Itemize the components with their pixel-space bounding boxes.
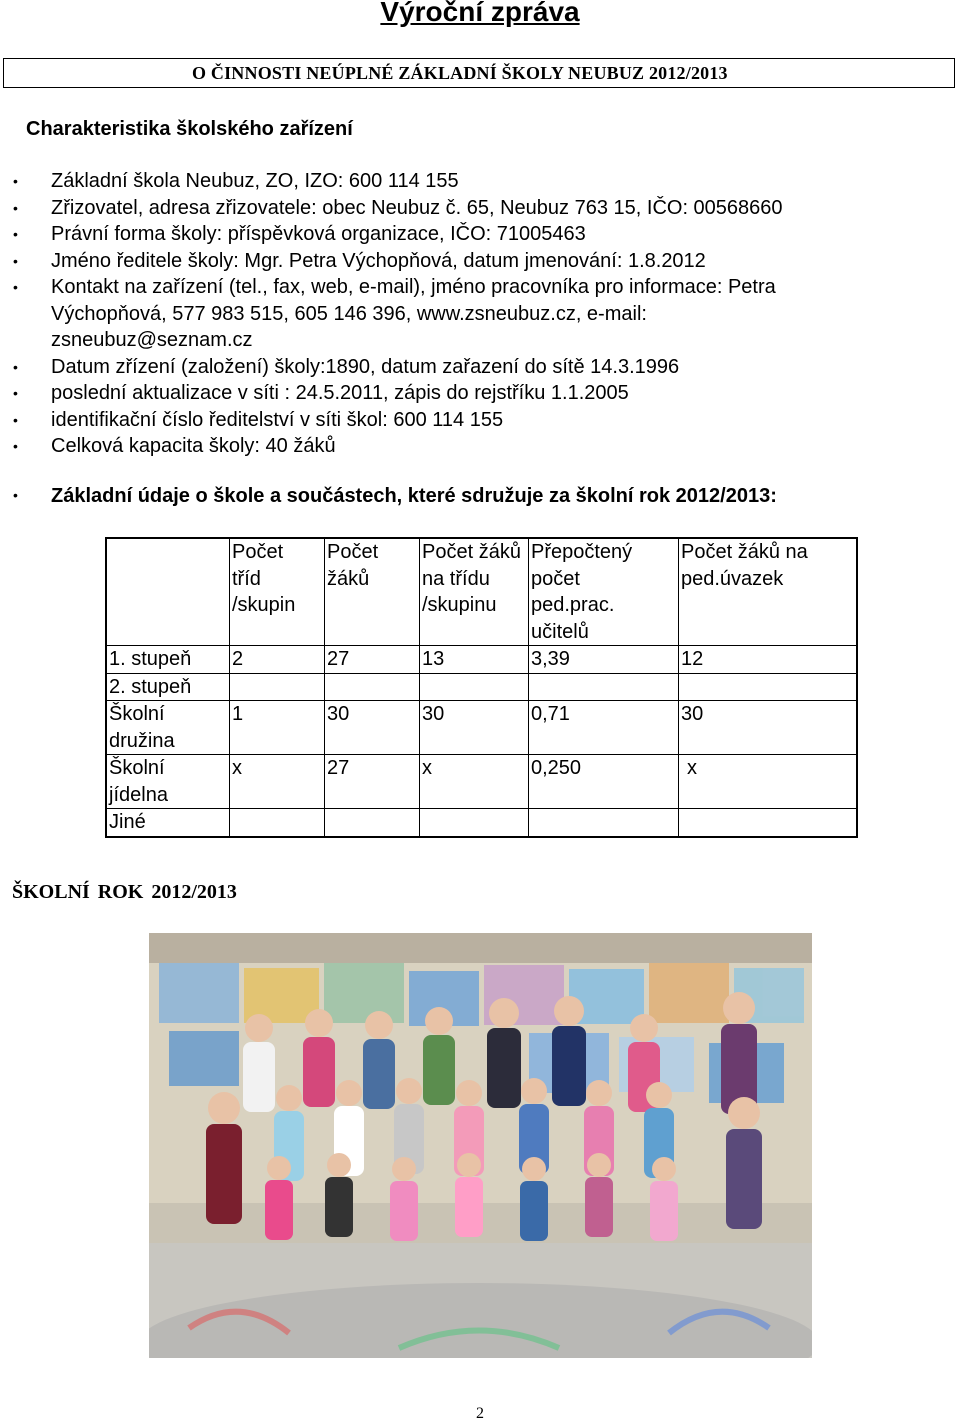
table-cell: Školní jídelna — [106, 755, 230, 809]
class-photo — [149, 933, 812, 1358]
table-header-row — [106, 538, 857, 646]
table-cell — [230, 809, 325, 837]
table-header-cell: Počet tříd /skupin — [230, 538, 325, 646]
table-cell: x — [679, 755, 858, 809]
school-year-heading: ŠKOLNÍ ROK 2012/2013 — [12, 881, 237, 903]
bullet: • — [13, 487, 18, 503]
table-cell: Jiné — [106, 809, 230, 837]
document-subtitle: O ČINNOSTI NEÚPLNÉ ZÁKLADNÍ ŠKOLY NEUBUZ 2012/2013 — [192, 63, 728, 83]
table-cell: x — [420, 755, 529, 809]
school-data-table — [105, 537, 858, 838]
table-cell: 2 — [230, 646, 325, 674]
list-item: • Datum zřízení (založení) školy:1890, datum zařazení do sítě 14.3.1996 — [0, 354, 891, 381]
table-cell — [529, 809, 679, 837]
page-number: 2 — [476, 1405, 484, 1422]
list-item: • Kontakt na zařízení (tel., fax, web, e-mail), jméno pracovníka pro informace: Petra Výchopňová, 577 983 515, 605 146 396, www.zsneubuz.cz, e-mail: zsneubuz@seznam.cz — [0, 274, 831, 354]
table-row — [106, 755, 857, 809]
table-cell: 12 — [679, 646, 858, 674]
table-header-cell: Počet žáků — [325, 538, 420, 646]
list-item: • Právní forma školy: příspěvková organizace, IČO: 71005463 — [0, 221, 891, 248]
table-cell — [529, 673, 679, 701]
table-cell — [325, 673, 420, 701]
table-cell: 0,250 — [529, 755, 679, 809]
facts-list — [0, 168, 891, 460]
table-header-cell: Počet žáků na ped.úvazek — [679, 538, 858, 646]
table-cell: 30 — [679, 701, 858, 755]
basic-data-heading: Základní údaje o škole a součástech, které sdružuje za školní rok 2012/2013: — [51, 485, 777, 507]
table-cell — [230, 673, 325, 701]
table-header-cell: Počet žáků na třídu /skupinu — [420, 538, 529, 646]
table-cell: x — [230, 755, 325, 809]
table-cell: 13 — [420, 646, 529, 674]
table-cell: 1 — [230, 701, 325, 755]
table-cell: 30 — [325, 701, 420, 755]
list-item: • Zřizovatel, adresa zřizovatele: obec Neubuz č. 65, Neubuz 763 15, IČO: 00568660 — [0, 195, 891, 222]
subtitle-box — [3, 58, 955, 88]
table-row — [106, 646, 857, 674]
table-cell: 2. stupeň — [106, 673, 230, 701]
table-cell: 3,39 — [529, 646, 679, 674]
table-cell — [420, 809, 529, 837]
document-title: Výroční zpráva — [380, 0, 580, 27]
table-cell — [420, 673, 529, 701]
table-row — [106, 809, 857, 837]
list-item: • identifikační číslo ředitelství v síti škol: 600 114 155 — [0, 407, 891, 434]
table-header-cell — [106, 538, 230, 646]
table-row — [106, 701, 857, 755]
list-item: • Základní škola Neubuz, ZO, IZO: 600 114 155 — [0, 168, 891, 195]
table-cell: 0,71 — [529, 701, 679, 755]
table-cell: 30 — [420, 701, 529, 755]
table-cell: 1. stupeň — [106, 646, 230, 674]
section-heading: Charakteristika školského zařízení — [26, 118, 353, 140]
table-header-cell: Přepočtený počet ped.prac. učitelů — [529, 538, 679, 646]
table-row — [106, 673, 857, 701]
table-cell: 27 — [325, 755, 420, 809]
list-item: • Celková kapacita školy: 40 žáků — [0, 433, 891, 460]
table-cell — [325, 809, 420, 837]
table-cell — [679, 673, 858, 701]
table-cell: Školní družina — [106, 701, 230, 755]
table-cell: 27 — [325, 646, 420, 674]
table-cell — [679, 809, 858, 837]
list-item: • Jméno ředitele školy: Mgr. Petra Výchopňová, datum jmenování: 1.8.2012 — [0, 248, 891, 275]
list-item: • poslední aktualizace v síti : 24.5.2011, zápis do rejstříku 1.1.2005 — [0, 380, 891, 407]
